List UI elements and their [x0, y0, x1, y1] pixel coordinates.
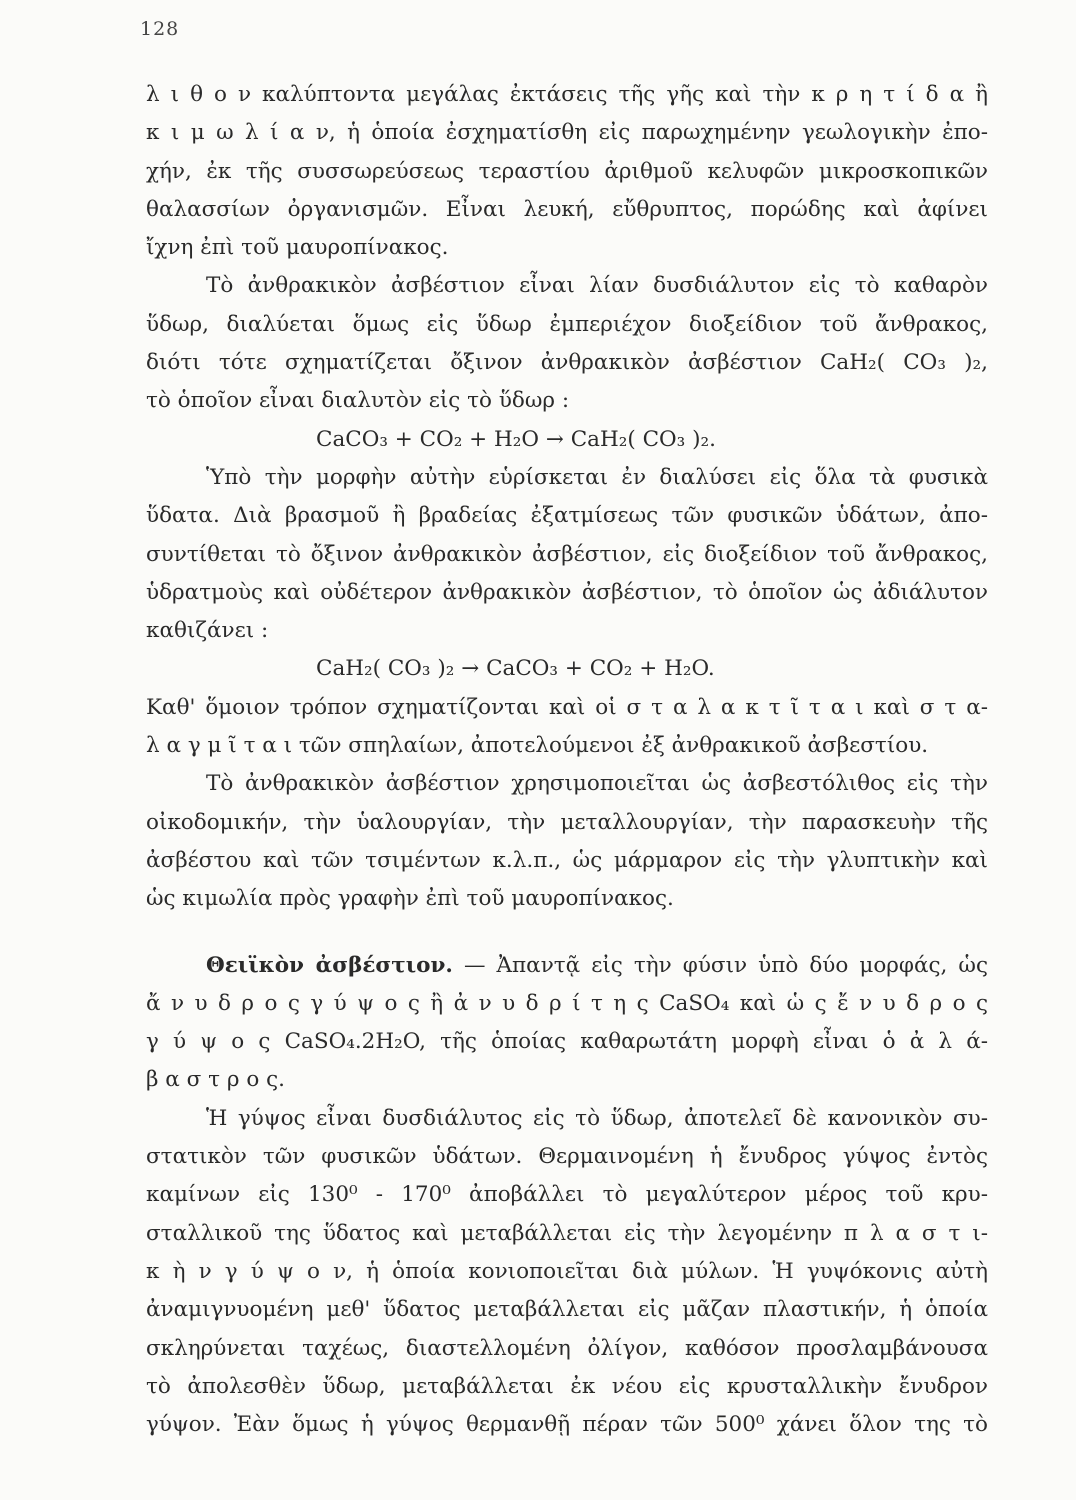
text-line: ὡς κιμωλία πρὸς γραφὴν ἐπὶ τοῦ μαυροπίνακος.: [146, 886, 674, 912]
text-line: καθιζάνει :: [146, 618, 269, 644]
text-line: κ ι μ ω λ ί α ν, ἡ ὁποία ἐσχηματίσθη εἰς παρωχημένην γεωλογικὴν ἐπο-: [146, 120, 988, 146]
text-line: Τὸ ἀνθρακικὸν ἀσβέστιον χρησιμοποιεῖται ὡς ἀσβεστόλιθος εἰς τὴν: [206, 771, 988, 797]
text-line: τὸ ἀπολεσθὲν ὕδωρ, μεταβάλλεται ἐκ νέου εἰς κρυσταλλικὴν ἔνυδρον: [146, 1373, 988, 1399]
text-line: λ α γ μ ῖ τ α ι τῶν σπηλαίων, ἀποτελούμενοι ἐξ ἀνθρακικοῦ ἀσβεστίου.: [146, 733, 929, 759]
text-line: συντίθεται τὸ ὄξινον ἀνθρακικὸν ἀσβέστιον, εἰς διοξείδιον τοῦ ἄνθρακος,: [146, 541, 988, 567]
text-line: β α σ τ ρ ο ς.: [146, 1067, 285, 1093]
text-line: ὕδωρ, διαλύεται ὅμως εἰς ὕδωρ ἐμπεριέχον διοξείδιον τοῦ ἄνθρακος,: [146, 311, 988, 337]
text-line: καμίνων εἰς 130⁰ - 170⁰ ἀποβάλλει τὸ μεγαλύτερον μέρος τοῦ κρυ-: [146, 1182, 988, 1208]
text-line: σταλλικοῦ της ὕδατος καὶ μεταβάλλεται εἰς τὴν λεγομένην π λ α σ τ ι-: [146, 1220, 988, 1246]
text-line: ἴχνη ἐπὶ τοῦ μαυροπίνακος.: [146, 235, 449, 261]
text-line: γ ύ ψ ο ς CaSO₄.2H₂O, τῆς ὁποίας καθαρωτάτη μορφὴ εἶναι ὁ ἀ λ ά-: [146, 1029, 988, 1055]
text-line: ὑδρατμοὺς καὶ οὐδέτερον ἀνθρακικὸν ἀσβέστιον, τὸ ὁποῖον ὡς ἀδιάλυτον: [146, 579, 988, 605]
page-body: [146, 76, 988, 1444]
text-line: ἀσβέστου καὶ τῶν τσιμέντων κ.λ.π., ὡς μάρμαρον εἰς τὴν γλυπτικὴν καὶ: [146, 847, 988, 873]
text-line: Καθ' ὅμοιον τρόπον σχηματίζονται καὶ οἱ σ τ α λ α κ τ ῖ τ α ι καὶ σ τ α-: [146, 694, 988, 720]
chemical-equation: CaCO₃ + CO₂ + H₂O → CaH₂( CO₃ )₂.: [316, 426, 716, 452]
text-line: Τὸ ἀνθρακικὸν ἀσβέστιον εἶναι λίαν δυσδιάλυτον εἰς τὸ καθαρὸν: [206, 273, 988, 299]
text-line: Ὑπὸ τὴν μορφὴν αὐτὴν εὑρίσκεται ἐν διαλύσει εἰς ὅλα τὰ φυσικὰ: [206, 464, 988, 490]
text-line: κ ὴ ν γ ύ ψ ο ν, ἡ ὁποία κονιοποιεῖται διὰ μύλων. Ἡ γυψόκονις αὐτὴ: [146, 1258, 988, 1284]
text-line: λ ι θ ο ν καλύπτοντα μεγάλας ἐκτάσεις τῆς γῆς καὶ τὴν κ ρ η τ ί δ α ἢ: [146, 82, 988, 107]
chemical-equation: CaH₂( CO₃ )₂ → CaCO₃ + CO₂ + H₂O.: [316, 656, 715, 682]
text-line: θαλασσίων ὀργανισμῶν. Εἶναι λευκή, εὔθρυπτος, πορώδης καὶ ἀφίνει: [146, 196, 988, 222]
text-line: ἄ ν υ δ ρ ο ς γ ύ ψ ο ς ἢ ἀ ν υ δ ρ ί τ η ς CaSO₄ καὶ ὡ ς ἔ ν υ δ ρ ο ς: [146, 990, 988, 1016]
text-line: στατικὸν τῶν φυσικῶν ὑδάτων. Θερμαινομένη ἡ ἔνυδρος γύψος ἐντὸς: [146, 1144, 988, 1170]
text-line: τὸ ὁποῖον εἶναι διαλυτὸν εἰς τὸ ὕδωρ :: [146, 388, 570, 414]
page-number: 128: [140, 18, 180, 40]
section-gap: [146, 919, 988, 947]
text-line: διότι τότε σχηματίζεται ὄξινον ἀνθρακικὸν ἀσβέστιον CaH₂( CO₃ )₂,: [146, 350, 988, 376]
text-line: γύψον. Ἐὰν ὅμως ἡ γύψος θερμανθῇ πέραν τῶν 500⁰ χάνει ὅλον της τὸ: [146, 1412, 988, 1438]
text-line: Ἡ γύψος εἶναι δυσδιάλυτος εἰς τὸ ὕδωρ, ἀποτελεῖ δὲ κανονικὸν συ-: [206, 1105, 988, 1131]
section-heading: Θειϊκὸν ἀσβέστιον.: [206, 952, 453, 978]
section-first-line: [146, 947, 988, 985]
section-text: — Ἀπαντᾷ εἰς τὴν φύσιν ὑπὸ δύο μορφάς, ὡς: [463, 952, 988, 978]
text-line: ὕδατα. Διὰ βρασμοῦ ἢ βραδείας ἐξατμίσεως τῶν φυσικῶν ὑδάτων, ἀπο-: [146, 503, 988, 529]
text-line: οἰκοδομικήν, τὴν ὑαλουργίαν, τὴν μεταλλουργίαν, τὴν παρασκευὴν τῆς: [146, 809, 988, 835]
text-line: σκληρύνεται ταχέως, διαστελλομένη ὀλίγον, καθόσον προσλαμβάνουσα: [146, 1335, 988, 1361]
text-line: ἀναμιγνυομένη μεθ' ὕδατος μεταβάλλεται εἰς μᾶζαν πλαστικήν, ἡ ὁποία: [146, 1297, 988, 1323]
text-line: χήν, ἐκ τῆς συσσωρεύσεως τεραστίου ἀριθμοῦ κελυφῶν μικροσκοπικῶν: [146, 158, 988, 184]
